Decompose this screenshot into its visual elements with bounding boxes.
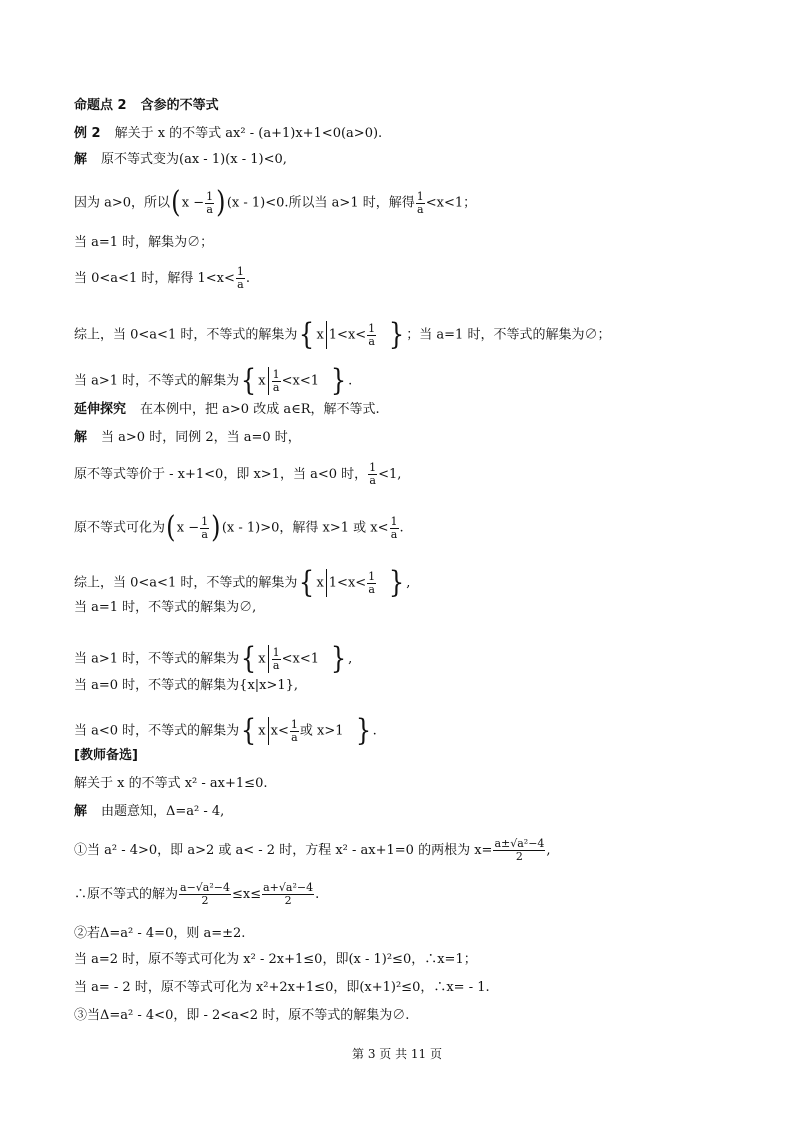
solution-keyword: 解 [74,152,88,167]
set-variable: x [316,575,324,591]
fraction [179,882,231,907]
text-segment: ∴原不等式的解为 [74,887,179,902]
fraction-numerator: 1 [272,367,280,381]
text-segment: 因为 a>0，所以 [74,195,171,211]
text-segment: <1, [378,467,402,482]
teacher-solution-7 [74,1008,409,1024]
right-brace: } [330,641,347,676]
heading-text: 含参的不等式 [140,98,219,113]
text-segment: 当 a<0 时，不等式的解集为 [74,723,240,739]
fraction [390,516,399,541]
fraction-numerator: 1 [416,189,424,203]
teacher-solution-2 [74,838,551,863]
text-segment: 当 a>1 时，不等式的解集为 [74,373,240,389]
right-brace: } [389,565,405,600]
teacher-keyword: [教师备选] [74,748,138,763]
left-paren: ( [171,185,181,220]
set-bar [326,569,327,597]
text-segment: , [348,651,353,667]
text-segment: 解关于 x 的不等式 x² - ax+1≤0. [74,776,268,791]
teacher-heading [74,748,138,764]
text-segment: 1<x< [328,575,367,591]
teacher-problem [74,776,267,792]
proposition-heading [74,98,219,114]
fraction-numerator: 1 [206,189,214,203]
text-segment: 当 0<a<1 时，解得 1<x< [74,271,235,286]
solution-text: 原不等式变为(ax - 1)(x - 1)<0, [101,152,287,167]
fraction [368,462,377,487]
text-segment: ；当 a=1 时，不等式的解集为∅； [406,327,611,343]
text-segment: <x<1 [281,373,320,389]
fraction-numerator: 1 [368,321,376,335]
teacher-solution-5 [74,952,477,968]
text-segment: 原不等式可化为 [74,520,166,536]
fraction-numerator: 1 [290,717,298,731]
fraction [200,516,209,541]
fraction-numerator: 1 [236,265,244,278]
text-segment: 当 a=1 时，不等式的解集为∅, [74,600,257,615]
right-paren: ) [211,510,221,545]
solution-keyword: 解 [74,430,88,445]
text-segment: 当 a>1 时，不等式的解集为 [74,651,240,667]
set-variable: x [316,327,324,343]
left-brace: { [241,363,257,398]
left-brace: { [241,713,257,748]
text-segment: 原不等式等价于 - x+1<0，即 x>1，当 a<0 时， [74,467,368,482]
right-brace: } [330,363,347,398]
text-segment: . [245,271,251,286]
text-segment: 或 x>1 [299,723,344,739]
text-segment: <x<1 [281,651,320,667]
fraction-denominator: a [206,202,213,216]
example-line [74,126,382,142]
fraction [367,323,376,348]
text-segment: . [315,887,320,902]
extension-solution-3 [74,510,404,545]
extension-heading [74,402,380,418]
text-segment: 当 a=2 时，原不等式可化为 x² - 2x+1≤0，即(x - 1)²≤0，∴x=1； [74,952,477,967]
solution-line-4 [74,266,250,291]
fraction-numerator: 1 [368,569,376,583]
extension-summary-4 [74,678,298,694]
teacher-solution-1 [74,804,224,820]
text-segment: ②若Δ=a² - 4=0，则 a=±2. [74,926,246,941]
text-segment: x − [176,520,200,536]
fraction-numerator: 1 [369,461,377,474]
left-brace: { [241,641,257,676]
heading-keyword: 命题点 2 [74,98,127,113]
extension-solution-1 [74,430,301,446]
solution-line-1 [74,152,287,168]
fraction-denominator: a [272,380,280,394]
text-segment: 当 a=1 时，解集为∅； [74,235,214,250]
text-segment: , [406,575,411,591]
text-segment: ③当Δ=a² - 4<0，即 - 2<a<2 时，原不等式的解集为∅. [74,1008,410,1023]
text-segment: x< [270,723,289,739]
solution-keyword: 解 [74,804,88,819]
extension-summary-2 [74,600,256,616]
example-keyword: 例 2 [74,126,101,141]
extension-summary-5 [74,713,377,748]
set-bar [268,717,269,745]
set-bar [326,321,327,349]
fraction [493,838,545,863]
text-segment: . [348,373,353,389]
fraction [272,647,281,672]
extension-keyword: 延伸探究 [74,402,127,417]
fraction [236,266,245,291]
text-segment: x − [181,195,205,211]
teacher-solution-6 [74,980,490,996]
text-segment: 综上，当 0<a<1 时，不等式的解集为 [74,327,298,343]
text-segment: (x - 1)<0.所以当 a>1 时，解得 [226,195,415,211]
right-paren: ) [216,185,226,220]
text-segment: 由题意知，Δ=a² - 4, [101,804,225,819]
solution-line-3 [74,235,213,251]
fraction [272,369,281,394]
fraction-denominator: a [237,278,244,291]
fraction-denominator: 2 [284,894,292,907]
set-bar [268,645,269,673]
set-variable: x [258,723,266,739]
text-segment: 当 a=0 时，不等式的解集为{x|x>1}, [74,678,299,693]
example-text: 解关于 x 的不等式 ax² - (a+1)x+1<0(a>0). [114,126,383,141]
fraction-denominator: a [291,730,298,744]
text-segment: . [372,723,377,739]
teacher-solution-3 [74,882,319,907]
text-segment: 在本例中，把 a>0 改成 a∈R，解不等式. [140,402,380,417]
page-footer: 第 3 页 共 11 页 [352,1047,442,1061]
fraction-denominator: a [416,202,424,216]
text-segment: (x - 1)>0，解得 x>1 或 x< [221,520,389,536]
text-segment: 当 a= - 2 时，原不等式可化为 x²+2x+1≤0，即(x+1)²≤0，∴x= - 1. [74,980,490,995]
text-segment: 1<x< [328,327,367,343]
left-brace: { [299,317,315,352]
fraction [262,882,314,907]
left-paren: ( [166,510,176,545]
fraction-numerator: a+√a²−4 [263,881,314,894]
set-bar [268,367,269,395]
text-segment: 当 a>0 时，同例 2，当 a=0 时， [101,430,301,445]
fraction-denominator: a [201,527,208,541]
fraction-numerator: 1 [201,514,209,528]
fraction-numerator: a±√a²−4 [494,837,545,850]
right-brace: } [389,317,405,352]
text-segment: ≤x≤ [231,887,262,902]
summary-line-2 [74,363,353,398]
text-segment: <x<1； [425,195,477,211]
fraction-numerator: a−√a²−4 [180,881,230,894]
fraction-denominator: a [272,658,280,672]
extension-summary-3 [74,641,353,676]
set-variable: x [258,373,266,389]
summary-line-1 [74,317,611,352]
text-segment: . [399,520,404,536]
text-segment: ①当 a² - 4>0，即 a>2 或 a< - 2 时，方程 x² - ax+1=0 的两根为 x= [74,843,493,858]
fraction-numerator: 1 [272,645,280,659]
fraction-denominator: 2 [201,894,209,907]
left-brace: { [299,565,315,600]
fraction-numerator: 1 [390,514,398,528]
fraction [205,191,214,216]
teacher-solution-4 [74,926,245,942]
fraction [367,571,376,596]
text-segment: , [546,843,551,858]
extension-summary-1 [74,565,411,600]
fraction [290,719,299,744]
right-brace: } [355,713,371,748]
fraction [416,191,425,216]
solution-line-2 [74,185,477,220]
fraction-denominator: 2 [515,850,523,863]
set-variable: x [258,651,266,667]
text-segment: 综上，当 0<a<1 时，不等式的解集为 [74,575,298,591]
fraction-denominator: a [369,474,376,487]
extension-solution-2 [74,462,401,487]
fraction-denominator: a [390,527,398,541]
fraction-denominator: a [368,334,375,348]
fraction-denominator: a [368,582,375,596]
